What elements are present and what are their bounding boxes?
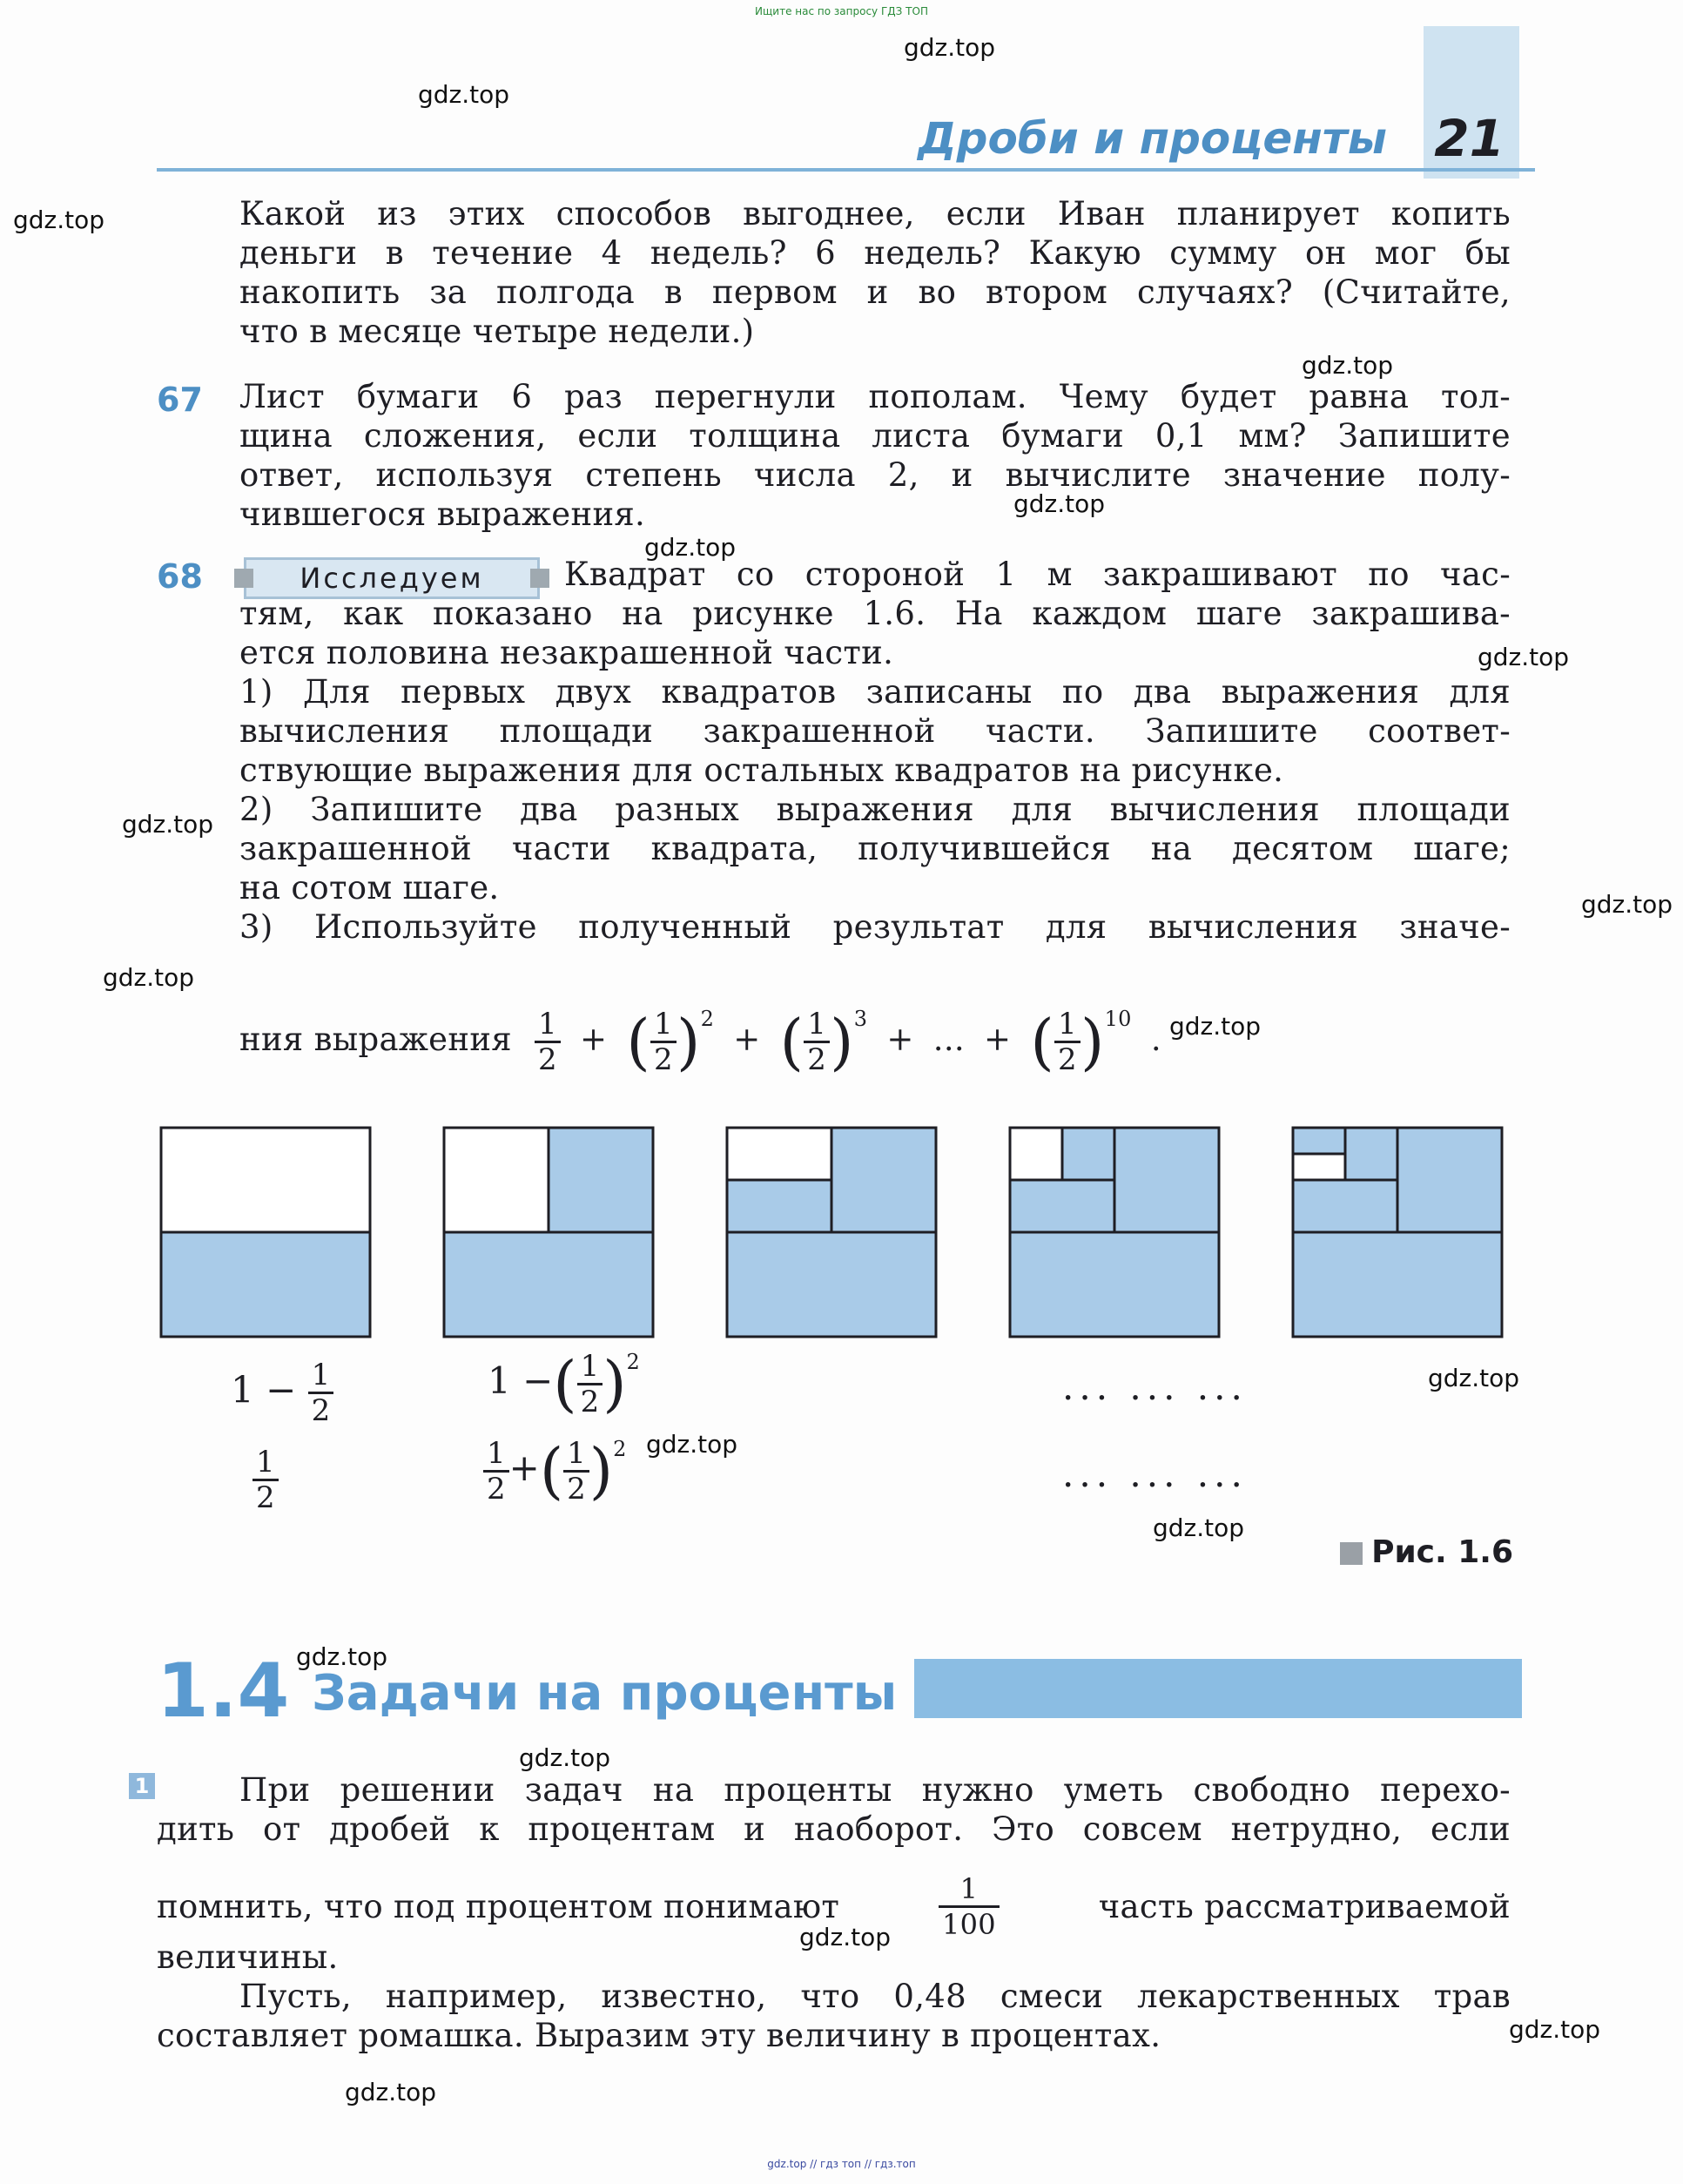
fraction-numerator: 1 (1054, 1008, 1080, 1043)
text-fragment: помнить, что под процентом понимают (157, 1888, 840, 1925)
fraction (308, 1358, 334, 1427)
watermark: gdz.top (13, 206, 105, 234)
task-67-text (239, 377, 1511, 534)
fraction (483, 1437, 509, 1506)
fraction-denominator: 2 (311, 1393, 331, 1428)
fraction-denominator: 2 (256, 1480, 275, 1515)
expr-row2-col2: $\frac{1}{2}$ +( $\frac{1}{2}$ )$^2$ (483, 1435, 626, 1507)
text-line: 1) Для первых двух квадратов записаны по два выражения для (239, 673, 1511, 711)
task-68-first-line (564, 555, 1511, 594)
fraction-denominator: 2 (487, 1471, 506, 1507)
section-title: Задачи на проценты (312, 1665, 898, 1722)
text-line: накопить за полгода в первом и во втором случаях? (Считайте, (239, 273, 1511, 311)
header-rule (157, 168, 1535, 172)
exponent: 2 (626, 1350, 640, 1374)
section-paragraph-1 (157, 1770, 1511, 1849)
exponent: 2 (700, 1007, 715, 1031)
expr-row1-col1 (231, 1358, 333, 1427)
watermark: gdz.top (644, 533, 737, 562)
plus-sign: + (733, 1021, 761, 1058)
fraction-numerator: 1 (650, 1008, 677, 1043)
watermark: gdz.top (1153, 1513, 1245, 1542)
square-step-1 (161, 1128, 370, 1337)
task-number-68: 68 (157, 557, 203, 596)
minus-expression: 1 − (231, 1368, 297, 1412)
fraction-numerator: 1 (483, 1437, 509, 1473)
investigate-badge: Исследуем (244, 557, 540, 599)
task-68-text (239, 594, 1511, 947)
text-line: Квадрат со стороной 1 м закрашивают по час- (564, 556, 1511, 593)
series-expression: ния выражения $\frac{1}{2}$ + ( $\frac{1}{2}$ )$^2$ + ( $\frac{1}{2}$ )$^3$ + ... + ( $\frac{1}{2}$ )$^{10}$ . (239, 1006, 1161, 1078)
fraction-numerator: 1 (577, 1350, 603, 1385)
square-step-5 (1293, 1128, 1502, 1337)
watermark: gdz.top (1428, 1364, 1520, 1392)
fraction-numerator: 1 (535, 1008, 561, 1043)
exponent: 2 (613, 1437, 627, 1461)
row2-placeholders: ... ... ... (1062, 1453, 1248, 1495)
ellipsis: ... (932, 1021, 965, 1058)
square-step-2 (444, 1128, 653, 1337)
watermark: gdz.top (1581, 890, 1673, 919)
row1-placeholders: ... ... ... (1062, 1365, 1248, 1408)
watermark: gdz.top (345, 2078, 437, 2106)
plus-sign: + (984, 1021, 1012, 1058)
bottom-note: gdz.top // гдз топ // гдз.топ (767, 2158, 916, 2170)
exponent: 3 (853, 1007, 868, 1031)
plus-sign: + (886, 1021, 914, 1058)
fraction-numerator: 1 (939, 1872, 1000, 1908)
text-line-end: величины. (157, 1938, 339, 1976)
square-step-4 (1010, 1128, 1219, 1337)
fraction-denominator: 2 (538, 1042, 557, 1077)
watermark: gdz.top (1509, 2015, 1601, 2044)
watermark: gdz.top (1478, 643, 1570, 671)
text-line: Пусть, например, известно, что 0,48 смеси лекарственных трав (239, 1978, 1511, 2015)
period: . (1150, 1021, 1161, 1058)
text-line: дить от дробей к процентам и наоборот. Это совсем нетрудно, если (157, 1810, 1511, 1848)
text-line: При решении задач на проценты нужно уметь свободно перехо- (239, 1771, 1511, 1809)
text-line: Лист бумаги 6 раз перегнули пополам. Чему будет равна тол- (239, 378, 1511, 415)
section-band (914, 1659, 1522, 1718)
fraction (804, 1008, 830, 1076)
watermark: gdz.top (122, 810, 214, 839)
text-line: деньги в течение 4 недель? 6 недель? Какую сумму он мог бы (239, 234, 1511, 272)
text-line: вычисления площади закрашенной части. Запишите соответ- (239, 712, 1511, 750)
fraction (563, 1437, 589, 1506)
figure-1-6 (157, 1123, 1515, 1341)
fraction-denominator: 2 (580, 1384, 600, 1419)
text-line: тям, как показано на рисунке 1.6. На каждом шаге закрашива- (239, 595, 1511, 632)
fraction-numerator: 1 (804, 1008, 830, 1043)
text-line: ется половина незакрашенной части. (239, 634, 894, 671)
watermark: gdz.top (296, 1642, 388, 1671)
caption-marker-icon (1340, 1542, 1363, 1565)
one-hundredth-fraction (939, 1872, 1000, 1941)
task-number-67: 67 (157, 381, 203, 419)
text-line: на сотом шаге. (239, 869, 500, 907)
fraction (535, 1008, 561, 1076)
fraction-numerator: 1 (308, 1358, 334, 1394)
fraction-denominator: 2 (567, 1471, 586, 1507)
fraction-denominator: 2 (654, 1042, 673, 1077)
watermark: gdz.top (1169, 1012, 1262, 1041)
text-fragment: часть рассматриваемой (1098, 1888, 1511, 1925)
text-line: чившегося выражения. (239, 495, 646, 533)
text-line: ответ, используя степень числа 2, и вычислите значение полу- (239, 456, 1511, 494)
percent-definition-line (157, 1872, 1511, 1941)
watermark: gdz.top (1302, 351, 1394, 380)
expression-prefix: ния выражения (239, 1021, 512, 1058)
fraction-denominator: 100 (941, 1908, 996, 1941)
watermark: gdz.top (1013, 489, 1106, 518)
watermark: gdz.top (904, 33, 996, 62)
intro-paragraph (239, 194, 1511, 351)
fraction (650, 1008, 677, 1076)
watermark: gdz.top (799, 1923, 892, 1951)
fraction-denominator: 2 (1058, 1042, 1077, 1077)
text-line: 2) Запишите два разных выражения для вычисления площади (239, 791, 1511, 828)
expr-row2-col1 (252, 1446, 279, 1514)
fraction-numerator: 1 (252, 1446, 279, 1481)
expr-row1-col2: 1 −( $\frac{1}{2}$ )$^2$ (488, 1348, 640, 1419)
top-note: Ищите нас по запросу ГДЗ ТОП (755, 5, 928, 17)
fraction-denominator: 2 (807, 1042, 827, 1077)
figure-squares (157, 1123, 1515, 1341)
watermark: gdz.top (103, 963, 195, 992)
fraction (577, 1350, 603, 1419)
section-number: 1.4 (157, 1648, 290, 1735)
text-line: составляет ромашка. Выразим эту величину в процентах. (157, 2017, 1161, 2054)
fraction (1054, 1008, 1080, 1076)
plus-sign: + (508, 1446, 540, 1489)
text-line: что в месяце четыре недели.) (239, 313, 755, 350)
square-step-3 (727, 1128, 936, 1337)
watermark: gdz.top (646, 1430, 738, 1459)
paragraph-marker: 1 (129, 1773, 155, 1799)
figure-caption (1340, 1534, 1513, 1570)
fraction-numerator: 1 (563, 1437, 589, 1473)
fraction (252, 1446, 279, 1514)
plus-sign: + (580, 1021, 608, 1058)
running-title: Дроби и проценты (918, 113, 1387, 164)
text-line: закрашенной части квадрата, получившейся на десятом шаге; (239, 830, 1511, 867)
page-number: 21 (1434, 109, 1505, 168)
minus-expression: 1 − (488, 1359, 554, 1402)
text-line: Какой из этих способов выгоднее, если Иван планирует копить (239, 195, 1511, 233)
section-paragraph-2 (157, 1977, 1511, 2055)
caption-text: Рис. 1.6 (1371, 1534, 1513, 1570)
watermark: gdz.top (418, 80, 510, 109)
exponent: 10 (1104, 1007, 1132, 1031)
text-line: щина сложения, если толщина листа бумаги 0,1 мм? Запишите (239, 417, 1511, 455)
watermark: gdz.top (519, 1743, 611, 1772)
text-line: 3) Используйте полученный результат для вычисления значе- (239, 908, 1511, 946)
text-line: ствующие выражения для остальных квадратов на рисунке. (239, 752, 1284, 789)
